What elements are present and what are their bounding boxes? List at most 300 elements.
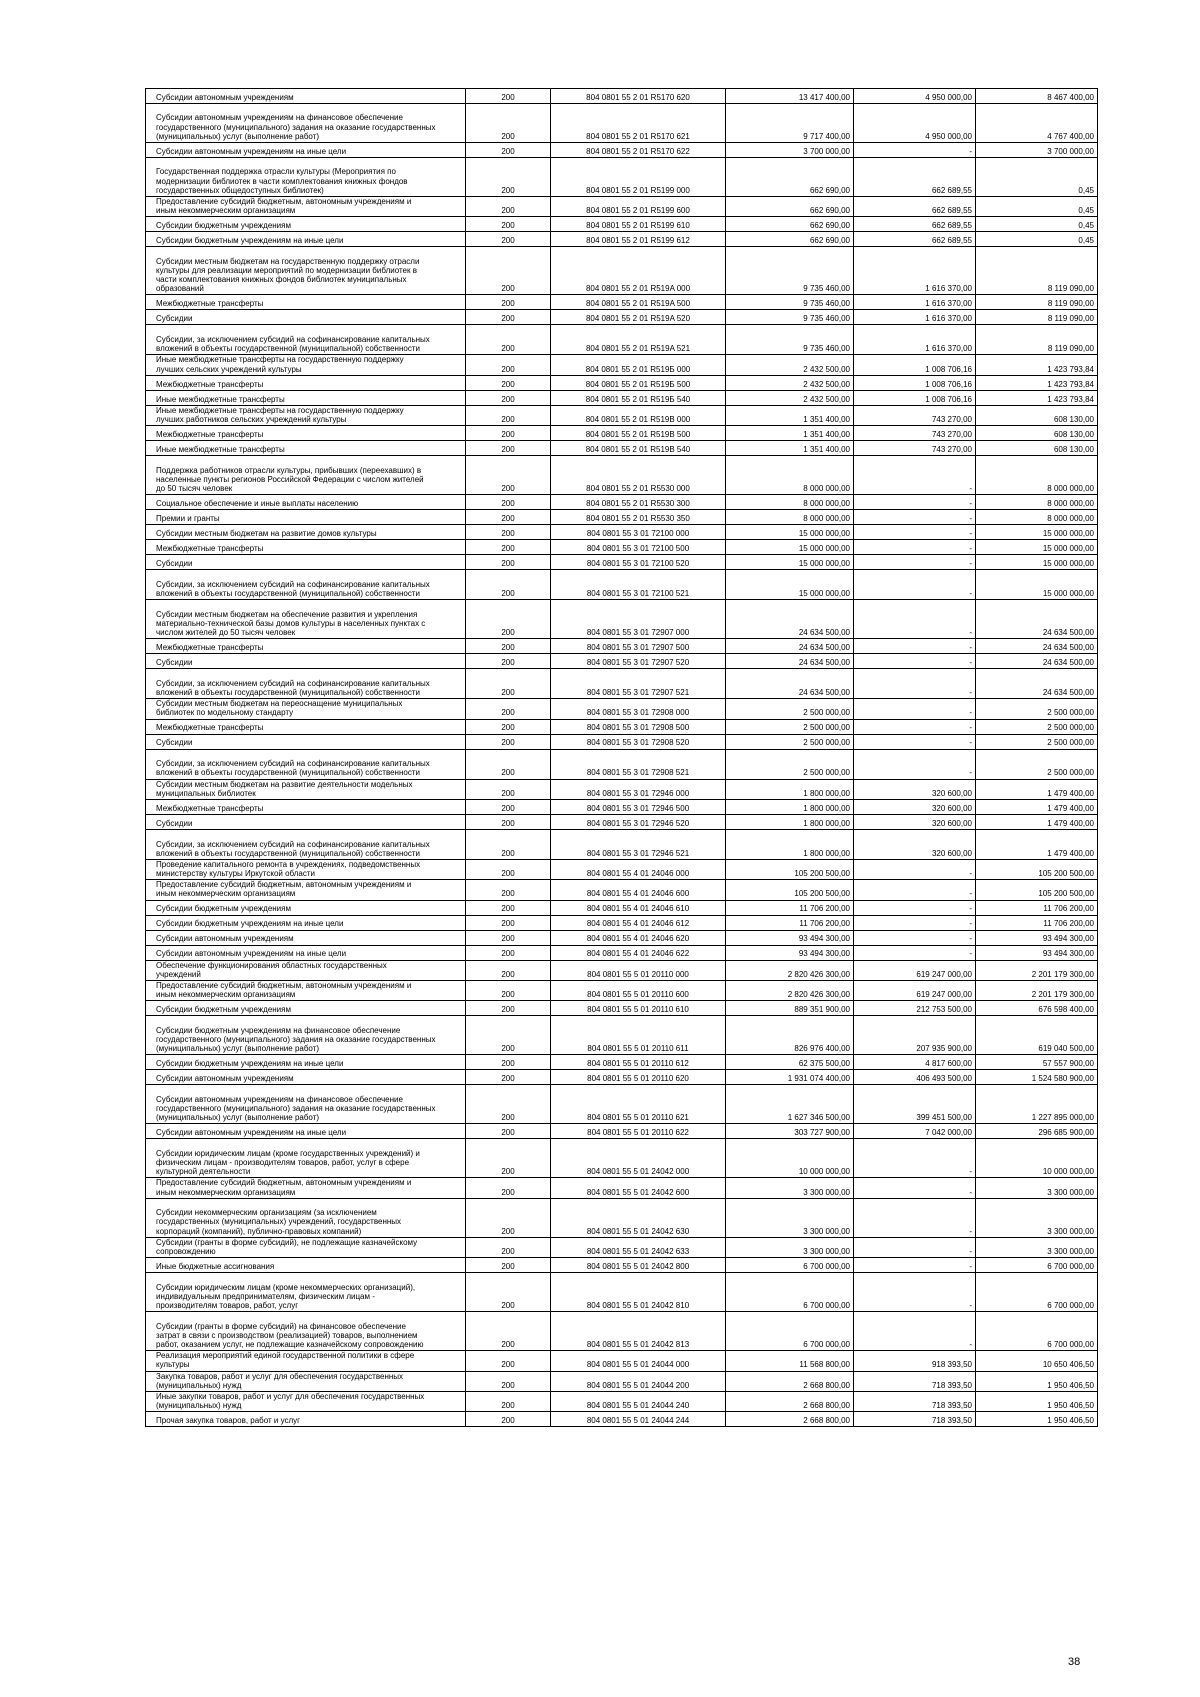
row-code: 200: [466, 600, 551, 639]
row-unexecuted: 608 130,00: [976, 426, 1098, 441]
row-unexecuted: 24 634 500,00: [976, 600, 1098, 639]
row-code: 200: [466, 699, 551, 719]
row-code: 200: [466, 1001, 551, 1016]
row-executed: -: [854, 495, 976, 510]
row-executed: 918 393,50: [854, 1351, 976, 1371]
table-row: [146, 1312, 1098, 1351]
table-row: [146, 495, 1098, 510]
row-assigned: 24 634 500,00: [726, 639, 854, 654]
table-row: [146, 1001, 1098, 1016]
table-row: [146, 510, 1098, 525]
row-assigned: 1 800 000,00: [726, 814, 854, 829]
row-assigned: 2 668 800,00: [726, 1412, 854, 1427]
table-row: [146, 719, 1098, 734]
row-executed: 1 616 370,00: [854, 247, 976, 295]
table-body: [146, 89, 1098, 1427]
row-kbk: 804 0801 55 2 01 R5199 000: [551, 158, 726, 197]
row-executed: 619 247 000,00: [854, 960, 976, 980]
row-assigned: 10 000 000,00: [726, 1139, 854, 1178]
row-unexecuted: 3 300 000,00: [976, 1237, 1098, 1257]
row-kbk: 804 0801 55 5 01 24042 000: [551, 1139, 726, 1178]
row-executed: 207 935 900,00: [854, 1016, 976, 1055]
row-unexecuted: 296 685 900,00: [976, 1124, 1098, 1139]
row-name: Субсидии (гранты в форме субсидий), не подлежащие казначейскому сопровождению: [146, 1237, 466, 1257]
row-kbk: 804 0801 55 2 01 R519В 500: [551, 426, 726, 441]
row-name: Межбюджетные трансферты: [146, 426, 466, 441]
row-name: Прочая закупка товаров, работ и услуг: [146, 1412, 466, 1427]
row-name: Государственная поддержка отрасли культуры (Мероприятия по модернизации библиотек в части комплектования книжных фондов государственных общедоступных библиотек): [146, 158, 466, 197]
row-assigned: 93 494 300,00: [726, 945, 854, 960]
row-unexecuted: 1 423 793,84: [976, 355, 1098, 375]
row-code: 200: [466, 441, 551, 456]
row-code: 200: [466, 960, 551, 980]
row-unexecuted: 1 479 400,00: [976, 799, 1098, 814]
row-code: 200: [466, 945, 551, 960]
row-name: Субсидии бюджетным учреждениям на иные цели: [146, 1055, 466, 1070]
row-assigned: 9 735 460,00: [726, 325, 854, 355]
row-kbk: 804 0801 55 2 01 R519Б 540: [551, 390, 726, 405]
row-kbk: 804 0801 55 2 01 R519A 500: [551, 295, 726, 310]
row-name: Межбюджетные трансферты: [146, 639, 466, 654]
row-kbk: 804 0801 55 5 01 20110 611: [551, 1016, 726, 1055]
row-code: 200: [466, 779, 551, 799]
row-assigned: 1 627 346 500,00: [726, 1085, 854, 1124]
row-kbk: 804 0801 55 2 01 R519Б 500: [551, 375, 726, 390]
row-unexecuted: 8 467 400,00: [976, 89, 1098, 104]
row-name: Межбюджетные трансферты: [146, 540, 466, 555]
row-executed: -: [854, 930, 976, 945]
row-unexecuted: 0,45: [976, 197, 1098, 217]
row-kbk: 804 0801 55 3 01 72100 000: [551, 525, 726, 540]
row-assigned: 1 351 400,00: [726, 405, 854, 425]
row-executed: 743 270,00: [854, 405, 976, 425]
table-row: [146, 1258, 1098, 1273]
row-kbk: 804 0801 55 3 01 72908 520: [551, 734, 726, 749]
table-row: [146, 1198, 1098, 1237]
row-name: Субсидии автономным учреждениям: [146, 89, 466, 104]
row-unexecuted: 10 000 000,00: [976, 1139, 1098, 1178]
row-name: Субсидии, за исключением субсидий на софинансирование капитальных вложений в объекты государственной (муниципальной) собственности: [146, 669, 466, 699]
row-unexecuted: 608 130,00: [976, 441, 1098, 456]
row-code: 200: [466, 1178, 551, 1198]
row-assigned: 1 800 000,00: [726, 799, 854, 814]
row-unexecuted: 8 119 090,00: [976, 310, 1098, 325]
row-code: 200: [466, 981, 551, 1001]
row-name: Предоставление субсидий бюджетным, автономным учреждениям и иным некоммерческим организациям: [146, 880, 466, 900]
table-row: [146, 295, 1098, 310]
row-executed: 399 451 500,00: [854, 1085, 976, 1124]
row-unexecuted: 8 119 090,00: [976, 247, 1098, 295]
row-unexecuted: 1 479 400,00: [976, 814, 1098, 829]
row-assigned: 11 706 200,00: [726, 915, 854, 930]
row-code: 200: [466, 654, 551, 669]
row-kbk: 804 0801 55 2 01 R5199 612: [551, 232, 726, 247]
row-executed: -: [854, 639, 976, 654]
table-row: [146, 1055, 1098, 1070]
row-kbk: 804 0801 55 5 01 24042 633: [551, 1237, 726, 1257]
table-row: [146, 217, 1098, 232]
row-name: Субсидии, за исключением субсидий на софинансирование капитальных вложений в объекты государственной (муниципальной) собственности: [146, 325, 466, 355]
row-assigned: 662 690,00: [726, 158, 854, 197]
row-name: Иные межбюджетные трансферты: [146, 441, 466, 456]
row-code: 200: [466, 814, 551, 829]
row-unexecuted: 4 767 400,00: [976, 104, 1098, 143]
row-unexecuted: 1 524 580 900,00: [976, 1070, 1098, 1085]
row-assigned: 2 500 000,00: [726, 749, 854, 779]
row-assigned: 1 351 400,00: [726, 426, 854, 441]
row-kbk: 804 0801 55 3 01 72946 521: [551, 829, 726, 859]
table-row: [146, 310, 1098, 325]
table-row: [146, 829, 1098, 859]
row-assigned: 105 200 500,00: [726, 859, 854, 879]
row-code: 200: [466, 859, 551, 879]
table-row: [146, 779, 1098, 799]
row-executed: -: [854, 540, 976, 555]
row-assigned: 889 351 900,00: [726, 1001, 854, 1016]
row-kbk: 804 0801 55 5 01 24042 630: [551, 1198, 726, 1237]
row-unexecuted: 15 000 000,00: [976, 540, 1098, 555]
row-code: 200: [466, 749, 551, 779]
row-assigned: 9 735 460,00: [726, 247, 854, 295]
row-unexecuted: 15 000 000,00: [976, 570, 1098, 600]
row-code: 200: [466, 555, 551, 570]
row-executed: 4 950 000,00: [854, 104, 976, 143]
row-code: 200: [466, 495, 551, 510]
row-code: 200: [466, 669, 551, 699]
table-row: [146, 1237, 1098, 1257]
row-assigned: 62 375 500,00: [726, 1055, 854, 1070]
row-name: Субсидии юридическим лицам (кроме некоммерческих организаций), индивидуальным предпринимателям, физическим лицам - производителям товаров, работ, услуг: [146, 1273, 466, 1312]
row-assigned: 8 000 000,00: [726, 456, 854, 495]
row-assigned: 3 300 000,00: [726, 1198, 854, 1237]
row-code: 200: [466, 570, 551, 600]
table-row: [146, 734, 1098, 749]
row-executed: -: [854, 600, 976, 639]
row-executed: 718 393,50: [854, 1391, 976, 1411]
table-row: [146, 859, 1098, 879]
row-executed: 1 616 370,00: [854, 295, 976, 310]
table-row: [146, 555, 1098, 570]
row-unexecuted: 10 650 406,50: [976, 1351, 1098, 1371]
row-kbk: 804 0801 55 2 01 R5530 350: [551, 510, 726, 525]
row-kbk: 804 0801 55 2 01 R5199 610: [551, 217, 726, 232]
row-executed: -: [854, 900, 976, 915]
row-unexecuted: 93 494 300,00: [976, 930, 1098, 945]
row-kbk: 804 0801 55 2 01 R5170 622: [551, 143, 726, 158]
row-assigned: 2 500 000,00: [726, 719, 854, 734]
row-code: 200: [466, 355, 551, 375]
table-row: [146, 799, 1098, 814]
row-executed: -: [854, 1178, 976, 1198]
row-executed: -: [854, 525, 976, 540]
row-kbk: 804 0801 55 3 01 72946 520: [551, 814, 726, 829]
row-assigned: 2 668 800,00: [726, 1391, 854, 1411]
row-executed: 212 753 500,00: [854, 1001, 976, 1016]
table-row: [146, 232, 1098, 247]
row-code: 200: [466, 217, 551, 232]
row-unexecuted: 8 119 090,00: [976, 325, 1098, 355]
row-name: Межбюджетные трансферты: [146, 799, 466, 814]
row-executed: 320 600,00: [854, 814, 976, 829]
row-executed: 1 616 370,00: [854, 325, 976, 355]
row-assigned: 2 668 800,00: [726, 1371, 854, 1391]
row-kbk: 804 0801 55 3 01 72907 520: [551, 654, 726, 669]
table-row: [146, 654, 1098, 669]
row-executed: 718 393,50: [854, 1371, 976, 1391]
row-code: 200: [466, 1371, 551, 1391]
row-kbk: 804 0801 55 2 01 R519Б 000: [551, 355, 726, 375]
row-kbk: 804 0801 55 2 01 R519В 540: [551, 441, 726, 456]
row-code: 200: [466, 1237, 551, 1257]
row-unexecuted: 24 634 500,00: [976, 669, 1098, 699]
row-name: Субсидии бюджетным учреждениям: [146, 1001, 466, 1016]
row-executed: 320 600,00: [854, 829, 976, 859]
row-code: 200: [466, 1198, 551, 1237]
row-executed: -: [854, 1312, 976, 1351]
row-name: Премии и гранты: [146, 510, 466, 525]
row-executed: 1 008 706,16: [854, 375, 976, 390]
row-executed: 662 689,55: [854, 158, 976, 197]
row-kbk: 804 0801 55 5 01 20110 612: [551, 1055, 726, 1070]
table-row: [146, 1371, 1098, 1391]
row-code: 200: [466, 426, 551, 441]
table-row: [146, 158, 1098, 197]
table-row: [146, 699, 1098, 719]
row-unexecuted: 3 300 000,00: [976, 1178, 1098, 1198]
row-name: Субсидии бюджетным учреждениям на иные цели: [146, 915, 466, 930]
row-kbk: 804 0801 55 5 01 20110 621: [551, 1085, 726, 1124]
row-unexecuted: 8 119 090,00: [976, 295, 1098, 310]
row-code: 200: [466, 1258, 551, 1273]
row-name: Субсидии автономным учреждениям на финансовое обеспечение государственного (муниципального) задания на оказание государственных (муниципальных) услуг (выполнение работ): [146, 1085, 466, 1124]
table-row: [146, 143, 1098, 158]
table-row: [146, 247, 1098, 295]
row-name: Субсидии: [146, 654, 466, 669]
row-assigned: 93 494 300,00: [726, 930, 854, 945]
row-assigned: 1 931 074 400,00: [726, 1070, 854, 1085]
table-row: [146, 540, 1098, 555]
row-assigned: 2 432 500,00: [726, 355, 854, 375]
row-kbk: 804 0801 55 4 01 24046 610: [551, 900, 726, 915]
row-code: 200: [466, 1312, 551, 1351]
row-unexecuted: 1 479 400,00: [976, 779, 1098, 799]
row-executed: -: [854, 1198, 976, 1237]
table-row: [146, 749, 1098, 779]
row-executed: 662 689,55: [854, 217, 976, 232]
row-unexecuted: 0,45: [976, 217, 1098, 232]
row-kbk: 804 0801 55 3 01 72907 000: [551, 600, 726, 639]
row-unexecuted: 1 950 406,50: [976, 1371, 1098, 1391]
row-unexecuted: 619 040 500,00: [976, 1016, 1098, 1055]
row-executed: 4 817 600,00: [854, 1055, 976, 1070]
row-kbk: 804 0801 55 3 01 72946 000: [551, 779, 726, 799]
row-name: Предоставление субсидий бюджетным, автономным учреждениям и иным некоммерческим организациям: [146, 197, 466, 217]
row-code: 200: [466, 232, 551, 247]
row-assigned: 3 700 000,00: [726, 143, 854, 158]
row-kbk: 804 0801 55 5 01 24042 810: [551, 1273, 726, 1312]
row-assigned: 662 690,00: [726, 197, 854, 217]
row-assigned: 15 000 000,00: [726, 540, 854, 555]
row-name: Субсидии автономным учреждениям на иные цели: [146, 1124, 466, 1139]
row-code: 200: [466, 456, 551, 495]
table-row: [146, 405, 1098, 425]
row-assigned: 1 351 400,00: [726, 441, 854, 456]
row-kbk: 804 0801 55 5 01 20110 622: [551, 1124, 726, 1139]
row-kbk: 804 0801 55 5 01 20110 000: [551, 960, 726, 980]
table-row: [146, 1124, 1098, 1139]
row-unexecuted: 8 000 000,00: [976, 456, 1098, 495]
table-row: [146, 915, 1098, 930]
row-executed: -: [854, 1139, 976, 1178]
row-executed: 7 042 000,00: [854, 1124, 976, 1139]
row-kbk: 804 0801 55 3 01 72100 500: [551, 540, 726, 555]
row-name: Закупка товаров, работ и услуг для обеспечения государственных (муниципальных) нужд: [146, 1371, 466, 1391]
row-code: 200: [466, 104, 551, 143]
row-code: 200: [466, 1070, 551, 1085]
row-name: Межбюджетные трансферты: [146, 375, 466, 390]
row-name: Субсидии, за исключением субсидий на софинансирование капитальных вложений в объекты государственной (муниципальной) собственности: [146, 749, 466, 779]
row-code: 200: [466, 540, 551, 555]
row-code: 200: [466, 880, 551, 900]
row-kbk: 804 0801 55 2 01 R5530 000: [551, 456, 726, 495]
budget-execution-table: [145, 88, 1098, 1427]
row-unexecuted: 57 557 900,00: [976, 1055, 1098, 1070]
row-executed: 662 689,55: [854, 197, 976, 217]
row-kbk: 804 0801 55 5 01 20110 620: [551, 1070, 726, 1085]
row-assigned: 303 727 900,00: [726, 1124, 854, 1139]
row-executed: -: [854, 859, 976, 879]
row-name: Субсидии юридическим лицам (кроме государственных учреждений) и физическим лицам - производителям товаров, работ, услуг в сфере культурной деятельности: [146, 1139, 466, 1178]
row-executed: 406 493 500,00: [854, 1070, 976, 1085]
row-name: Предоставление субсидий бюджетным, автономным учреждениям и иным некоммерческим организациям: [146, 1178, 466, 1198]
row-executed: -: [854, 1237, 976, 1257]
row-unexecuted: 24 634 500,00: [976, 639, 1098, 654]
row-code: 200: [466, 405, 551, 425]
table-row: [146, 1351, 1098, 1371]
row-code: 200: [466, 1016, 551, 1055]
row-name: Социальное обеспечение и иные выплаты населению: [146, 495, 466, 510]
row-executed: -: [854, 1258, 976, 1273]
row-kbk: 804 0801 55 2 01 R519В 000: [551, 405, 726, 425]
row-code: 200: [466, 295, 551, 310]
row-assigned: 105 200 500,00: [726, 880, 854, 900]
row-assigned: 826 976 400,00: [726, 1016, 854, 1055]
row-code: 200: [466, 915, 551, 930]
row-name: Проведение капитального ремонта в учреждениях, подведомственных министерству культуры Иркутской области: [146, 859, 466, 879]
table-row: [146, 1016, 1098, 1055]
table-row: [146, 89, 1098, 104]
row-unexecuted: 15 000 000,00: [976, 525, 1098, 540]
row-assigned: 2 820 426 300,00: [726, 960, 854, 980]
row-code: 200: [466, 1351, 551, 1371]
row-assigned: 15 000 000,00: [726, 570, 854, 600]
row-code: 200: [466, 247, 551, 295]
row-name: Иные закупки товаров, работ и услуг для обеспечения государственных (муниципальных) нужд: [146, 1391, 466, 1411]
row-name: Субсидии автономным учреждениям: [146, 930, 466, 945]
row-assigned: 3 300 000,00: [726, 1178, 854, 1198]
row-kbk: 804 0801 55 5 01 24044 244: [551, 1412, 726, 1427]
row-assigned: 2 432 500,00: [726, 375, 854, 390]
table-row: [146, 1273, 1098, 1312]
row-assigned: 9 735 460,00: [726, 310, 854, 325]
row-unexecuted: 6 700 000,00: [976, 1312, 1098, 1351]
row-kbk: 804 0801 55 2 01 R5199 600: [551, 197, 726, 217]
row-unexecuted: 676 598 400,00: [976, 1001, 1098, 1016]
row-name: Иные бюджетные ассигнования: [146, 1258, 466, 1273]
table-row: [146, 441, 1098, 456]
row-kbk: 804 0801 55 5 01 24044 000: [551, 1351, 726, 1371]
row-name: Субсидии, за исключением субсидий на софинансирование капитальных вложений в объекты государственной (муниципальной) собственности: [146, 829, 466, 859]
row-kbk: 804 0801 55 5 01 24042 813: [551, 1312, 726, 1351]
table-row: [146, 1391, 1098, 1411]
row-name: Межбюджетные трансферты: [146, 295, 466, 310]
table-row: [146, 325, 1098, 355]
table-row: [146, 814, 1098, 829]
row-name: Субсидии бюджетным учреждениям на иные цели: [146, 232, 466, 247]
row-code: 200: [466, 1391, 551, 1411]
row-executed: 1 616 370,00: [854, 310, 976, 325]
row-executed: 743 270,00: [854, 426, 976, 441]
row-assigned: 1 800 000,00: [726, 779, 854, 799]
table-row: [146, 960, 1098, 980]
row-kbk: 804 0801 55 2 01 R5170 620: [551, 89, 726, 104]
row-name: Субсидии местным бюджетам на обеспечение развития и укрепления материально-технической базы домов культуры в населенных пунктах с числом жителей до 50 тысяч человек: [146, 600, 466, 639]
table-row: [146, 570, 1098, 600]
row-executed: 662 689,55: [854, 232, 976, 247]
row-code: 200: [466, 734, 551, 749]
table-row: [146, 639, 1098, 654]
row-executed: -: [854, 880, 976, 900]
row-kbk: 804 0801 55 4 01 24046 622: [551, 945, 726, 960]
row-executed: -: [854, 749, 976, 779]
table-row: [146, 1178, 1098, 1198]
row-executed: -: [854, 669, 976, 699]
row-executed: -: [854, 570, 976, 600]
table-row: [146, 426, 1098, 441]
row-name: Субсидии бюджетным учреждениям на финансовое обеспечение государственного (муниципального) задания на оказание государственных (муниципальных) услуг (выполнение работ): [146, 1016, 466, 1055]
row-kbk: 804 0801 55 2 01 R519A 520: [551, 310, 726, 325]
row-code: 200: [466, 510, 551, 525]
row-kbk: 804 0801 55 5 01 20110 610: [551, 1001, 726, 1016]
row-executed: -: [854, 915, 976, 930]
row-executed: -: [854, 654, 976, 669]
row-kbk: 804 0801 55 2 01 R519A 521: [551, 325, 726, 355]
row-name: Субсидии бюджетным учреждениям: [146, 217, 466, 232]
row-code: 200: [466, 197, 551, 217]
row-name: Субсидии местным бюджетам на переоснащение муниципальных библиотек по модельному стандарту: [146, 699, 466, 719]
row-kbk: 804 0801 55 4 01 24046 000: [551, 859, 726, 879]
row-unexecuted: 2 201 179 300,00: [976, 960, 1098, 980]
table-row: [146, 600, 1098, 639]
row-executed: -: [854, 143, 976, 158]
row-code: 200: [466, 639, 551, 654]
row-executed: 1 008 706,16: [854, 390, 976, 405]
table-row: [146, 390, 1098, 405]
row-name: Субсидии: [146, 555, 466, 570]
row-assigned: 662 690,00: [726, 217, 854, 232]
row-code: 200: [466, 1139, 551, 1178]
row-unexecuted: 608 130,00: [976, 405, 1098, 425]
row-code: 200: [466, 829, 551, 859]
row-assigned: 8 000 000,00: [726, 495, 854, 510]
row-name: Субсидии автономным учреждениям на иные цели: [146, 945, 466, 960]
row-kbk: 804 0801 55 3 01 72907 500: [551, 639, 726, 654]
row-name: Поддержка работников отрасли культуры, прибывших (переехавших) в населенные пункты регионов Российской Федерации с числом жителей до 50 тысяч человек: [146, 456, 466, 495]
row-name: Иные межбюджетные трансферты на государственную поддержку лучших работников сельских учреждений культуры: [146, 405, 466, 425]
row-name: Субсидии местным бюджетам на развитие деятельности модельных муниципальных библиотек: [146, 779, 466, 799]
row-unexecuted: 1 227 895 000,00: [976, 1085, 1098, 1124]
row-code: 200: [466, 719, 551, 734]
